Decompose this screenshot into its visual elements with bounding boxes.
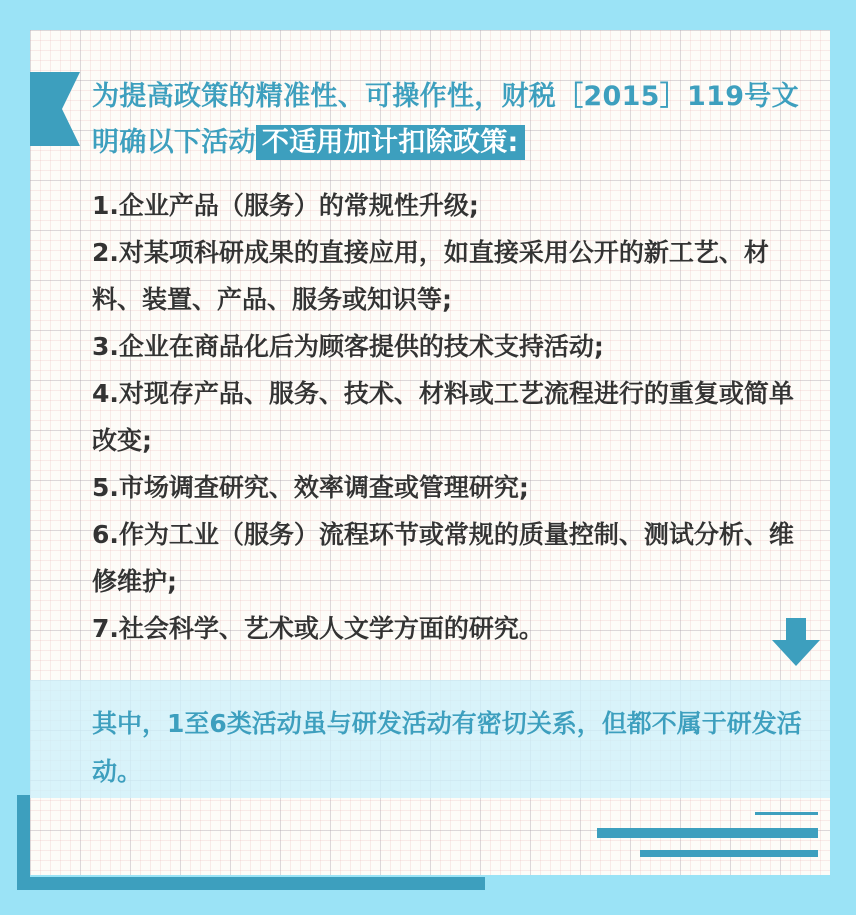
arrow-down-icon: [770, 618, 822, 668]
intro-text: 为提高政策的精准性、可操作性，财税［2015］119号文明确以下活动: [92, 81, 799, 158]
list-item: 4.对现存产品、服务、技术、材料或工艺流程进行的重复或简单改变;: [92, 379, 794, 455]
decor-line-thin: [755, 812, 818, 815]
list-item: 1.企业产品（服务）的常规性升级;: [92, 191, 479, 220]
intro-highlight: 不适用加计扣除政策:: [256, 125, 525, 160]
intro-paragraph: [92, 74, 807, 166]
list-item: 3.企业在商品化后为顾客提供的技术支持活动;: [92, 332, 604, 361]
decor-bar-bottom: [17, 877, 485, 890]
list-item: 5.市场调查研究、效率调查或管理研究;: [92, 473, 529, 502]
activity-list: [92, 182, 812, 652]
decor-line-thick: [597, 828, 818, 838]
list-item: 2.对某项科研成果的直接应用，如直接采用公开的新工艺、材料、装置、产品、服务或知识等;: [92, 238, 769, 314]
decor-bar-vertical: [17, 795, 30, 890]
summary-note: 其中，1至6类活动虽与研发活动有密切关系，但都不属于研发活动。: [92, 709, 802, 786]
list-item: 7.社会科学、艺术或人文学方面的研究。: [92, 614, 544, 643]
decor-line-mid: [640, 850, 818, 857]
list-item: 6.作为工业（服务）流程环节或常规的质量控制、测试分析、维修维护;: [92, 520, 794, 596]
